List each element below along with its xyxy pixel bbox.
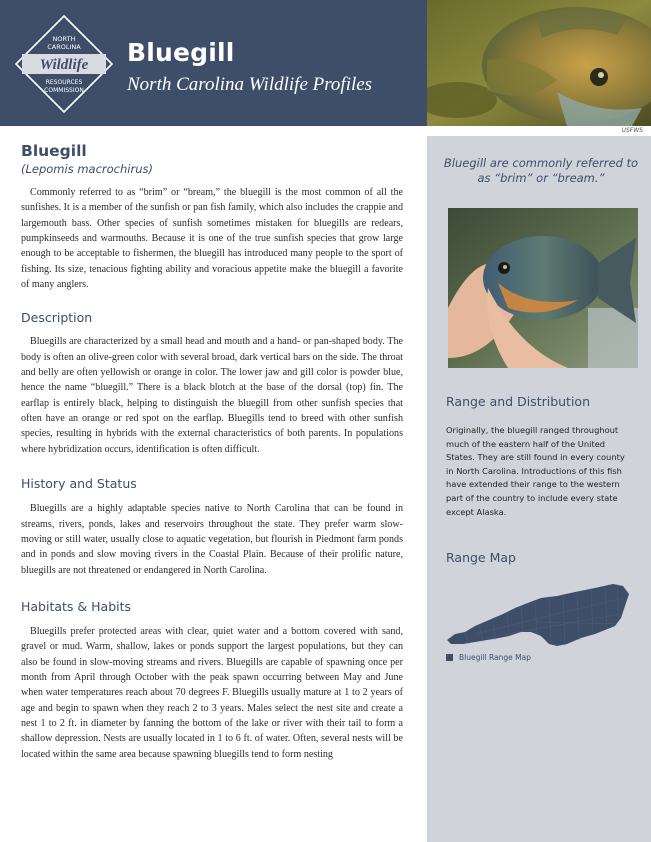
sidebar <box>427 136 651 842</box>
range-text: Originally, the bluegill ranged throughout much of the eastern half of the United States. They are still found in every county in North Carolina. Introductions of this fish have extended their range to the western part of the country to include every state except Alaska. <box>446 425 625 517</box>
species-title: Bluegill <box>21 142 87 160</box>
pull-quote: Bluegill are commonly referred to as “brim” or “bream.” <box>443 156 639 185</box>
sidebar-fish-photo <box>448 208 638 368</box>
page-subtitle: North Carolina Wildlife Profiles <box>127 74 373 95</box>
nc-range-map <box>445 574 633 648</box>
main-content <box>21 142 403 762</box>
range-heading: Range and Distribution <box>446 394 591 409</box>
logo-text-wildlife: Wildlife <box>39 57 89 73</box>
habitats-paragraph: Bluegills prefer protected areas with clear, quiet water and a bottom covered with sand, gravel or mud. Warm, shallow, lakes or ponds support the largest populations, but they can also be found in slow-moving streams and rivers. Bluegills are capable of spawning once per month from April through October with the peak spawn occurring between May and June when water temperatures reach about 70 degrees F. Bluegills usually mature at 1 to 2 years of age and begin to spawn when they reach 2 to 3 years. Males select the nest site and create a nest 1 to 2 ft. in diameter by fanning the bottom of the lake or river with their tail to form a shallow depression. Nests are usually located in 1 to 6 ft. of water. Often, several nests will be located within the same area because spawning bluegills tend to form nesting <box>21 625 403 760</box>
logo-text-carolina: CAROLINA <box>47 43 81 51</box>
ncwrc-logo <box>14 14 114 114</box>
description-paragraph: Bluegills are characterized by a small head and mouth and a hand- or pan-shaped body. The body is often an olive-green color with several broad, dark vertical bars on the side. The throat and belly are often yellowish or orange in color. The lower jaw and gill color is powder blue, hence the name “bluegill.” There is a black blotch at the base of the dorsal (top) fin. The earflap is entirely black, helping to distinguish the bluegill from other sunfish species that often have an orange or red spot on the earflap. Bluegills tend to breed with other sunfish species, resulting in hybrids with the external characteristics of both parents. In populations where hybridization occurs, identification is often difficult. <box>21 336 403 455</box>
logo-text-commission: COMMISSION <box>44 87 84 94</box>
intro-paragraph: Commonly referred to as “brim” or “bream,” the bluegill is the most common of all the sunfishes. It is a member of the sunfish or pan fish family, which also includes the crappie and largemouth bass. Other species of sunfish sometimes mistaken for bluegills are redears, pumpkinseeds and warmouths. Because it is one of the true sunfish species that grow large enough to be acceptable to fishermen, the bluegill has introduced many people to the sport of fishing. Its size, tenacious fighting ability and voracious appetite make the bluegill a favorite of many anglers. <box>21 187 403 291</box>
logo-text-north: NORTH <box>52 35 76 43</box>
range-map-heading: Range Map <box>446 550 516 565</box>
page-title: Bluegill <box>127 38 235 67</box>
photo-credit: USFWS <box>621 127 643 134</box>
header-fish-photo <box>427 0 651 126</box>
section-heading-history: History and Status <box>21 476 137 492</box>
logo-text-resources: RESOURCES <box>45 79 83 86</box>
section-heading-habitats: Habitats & Habits <box>21 598 132 614</box>
map-legend-label: Bluegill Range Map <box>459 653 531 662</box>
header-banner <box>0 0 427 126</box>
scientific-name: (Lepomis macrochirus) <box>21 162 153 176</box>
map-legend <box>446 653 531 662</box>
history-paragraph: Bluegills are a highly adaptable species native to North Carolina that can be found in streams, rivers, ponds, lakes and reservoirs throughout the state. They prefer warm slow-moving or still water, usually close to aquatic vegetation, but flourish in Piedmont farm ponds and in ponds and slow moving rivers in the Coastal Plain. Because of their prolific nature, bluegills are not threatened or endangered in North Carolina. <box>21 503 403 576</box>
section-heading-description: Description <box>21 310 93 326</box>
legend-swatch <box>446 654 453 661</box>
